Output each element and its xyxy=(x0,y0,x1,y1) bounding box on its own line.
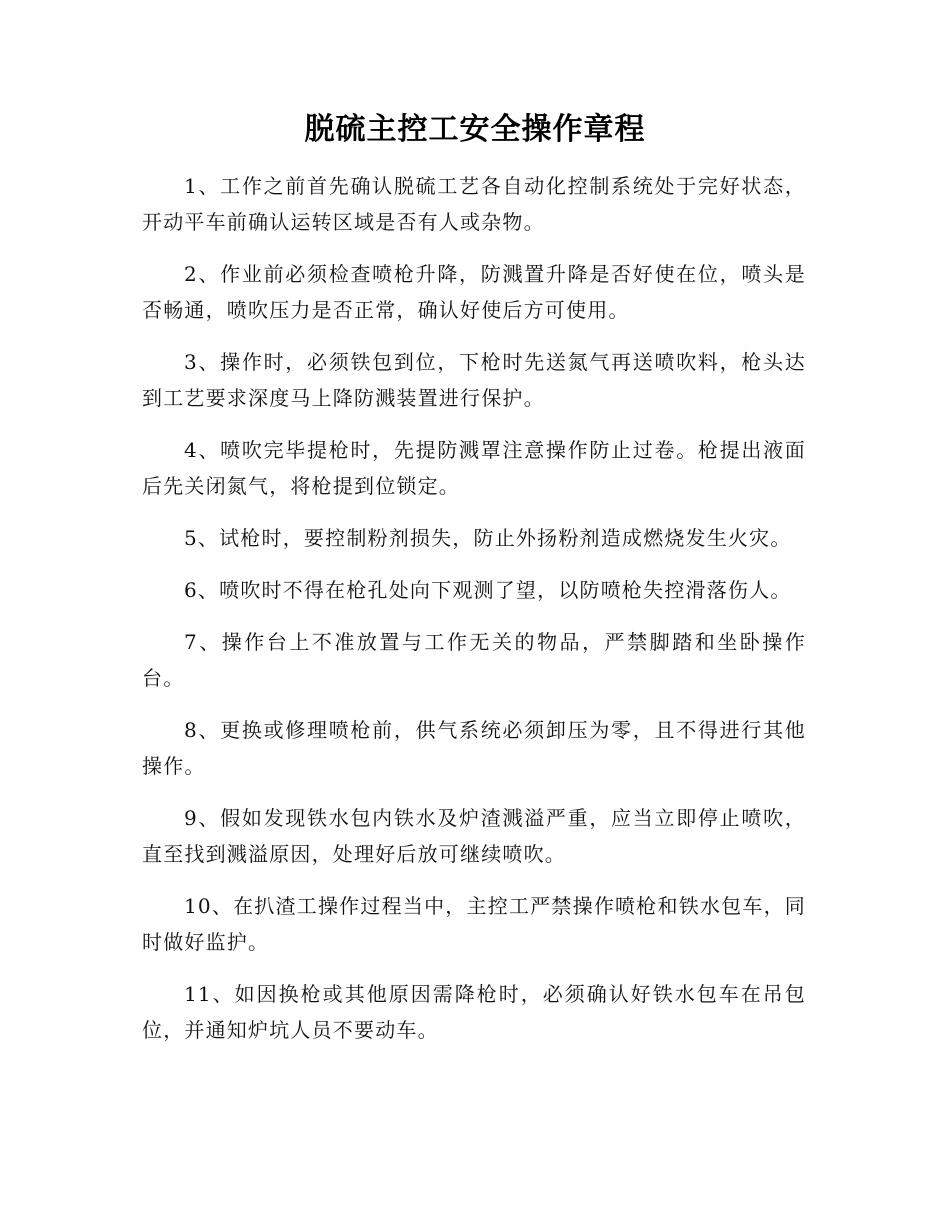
paragraph-10: 10、在扒渣工操作过程当中，主控工严禁操作喷枪和铁水包车，同时做好监护。 xyxy=(142,894,806,954)
paragraph-5: 5、试枪时，要控制粉剂损失，防止外扬粉剂造成燃烧发生火灾。 xyxy=(184,526,792,550)
paragraph-6: 6、喷吹时不得在枪孔处向下观测了望，以防喷枪失控滑落伤人。 xyxy=(184,578,792,602)
paragraph-9: 9、假如发现铁水包内铁水及炉渣溅溢严重，应当立即停止喷吹，直至找到溅溢原因，处理好后放可继续喷吹。 xyxy=(142,806,806,866)
document-title: 脱硫主控工安全操作章程 xyxy=(304,112,646,147)
paragraph-11: 11、如因换枪或其他原因需降枪时，必须确认好铁水包车在吊包位，并通知炉坑人员不要动车。 xyxy=(142,982,806,1042)
paragraph-1: 1、工作之前首先确认脱硫工艺各自动化控制系统处于完好状态，开动平车前确认运转区域是否有人或杂物。 xyxy=(142,174,806,234)
paragraph-8: 8、更换或修理喷枪前，供气系统必须卸压为零，且不得进行其他操作。 xyxy=(142,718,806,778)
paragraph-3: 3、操作时，必须铁包到位，下枪时先送氮气再送喷吹料，枪头达到工艺要求深度马上降防溅装置进行保护。 xyxy=(142,350,806,410)
paragraph-4: 4、喷吹完毕提枪时，先提防溅罩注意操作防止过卷。枪提出液面后先关闭氮气，将枪提到位锁定。 xyxy=(142,438,806,498)
paragraph-2: 2、作业前必须检查喷枪升降，防溅置升降是否好使在位，喷头是否畅通，喷吹压力是否正常，确认好使后方可使用。 xyxy=(142,262,806,322)
document-body xyxy=(142,168,806,1064)
paragraph-7: 7、操作台上不准放置与工作无关的物品，严禁脚踏和坐卧操作台。 xyxy=(142,630,806,690)
